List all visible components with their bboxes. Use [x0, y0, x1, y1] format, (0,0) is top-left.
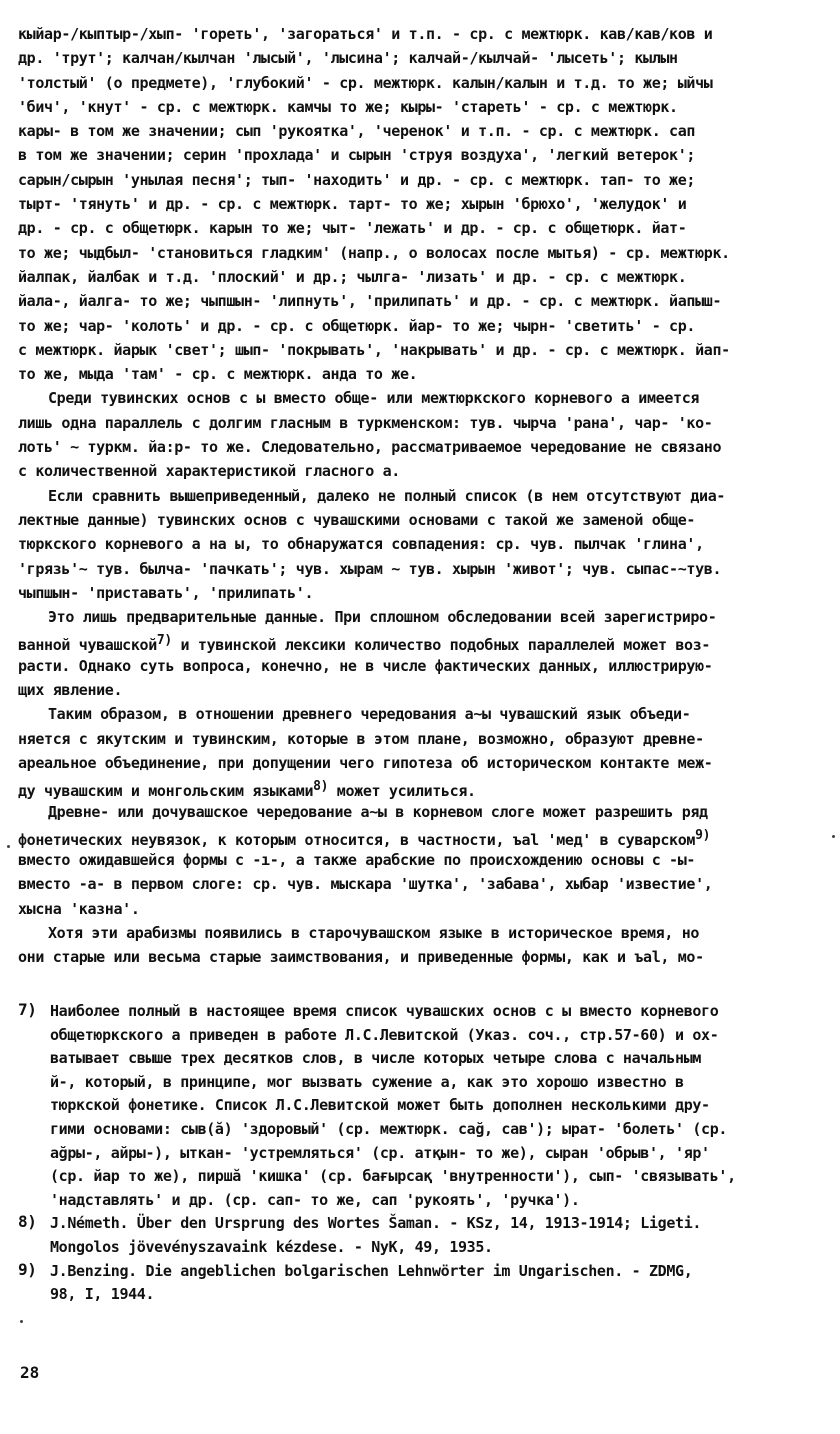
page-number: 28 [20, 1363, 40, 1382]
footnote-number: 9) [18, 1259, 37, 1279]
footnote-line: 'надставлять' и др. (ср. сап- то же, сап 'рукоять', 'ручка'). [50, 1190, 580, 1209]
text-line: вместо ожидавшейся формы с -ı-, а также арабские по происхождению основы с -ы- [18, 851, 696, 870]
footnote-ref: 8) [313, 779, 329, 795]
text-line: йалпак, йалбак и т.д. 'плоский' и др.; чылга- 'лизать' и др. - ср. с межтюрк. [18, 267, 687, 286]
footnote-line: (ср. йар то же), пиршă 'кишка' (ср. бағырсақ 'внутренности'), сып- 'связывать', [50, 1167, 736, 1186]
main-text-body [18, 22, 826, 970]
footnotes-block [18, 1000, 826, 1307]
footnote-ref: 9) [695, 827, 711, 843]
text-line: с межтюрк. йарык 'свет'; шып- 'покрывать', 'накрывать' и др. - ср. с межтюрк. йап- [18, 340, 730, 359]
footnote-number: 8) [18, 1212, 37, 1232]
text-line: Древне- или дочувашское чередование а~ы в корневом слоге может разрешить ряд [48, 802, 708, 821]
footnote-line: J.Benzing. Die angeblichen bolgarischen Lehnwörter im Ungarischen. - ZDMG, [50, 1261, 693, 1280]
text-line: няется с якутским и тувинским, которые в этом плане, возможно, образуют древне- [18, 729, 704, 748]
text-line: Среди тувинских основ с ы вместо обще- или межтюркского корневого а имеется [48, 389, 700, 408]
scan-speck [832, 835, 835, 838]
footnote-line: Mongolos jövevényszavaink kézdese. - NyK, 49, 1935. [50, 1237, 493, 1256]
text-line: ду чувашским и монгольским языками8) может усилиться. [18, 779, 476, 800]
text-line: Если сравнить вышеприведенный, далеко не полный список (в нем отсутствуют диа- [48, 486, 726, 505]
footnote-line: тюркской фонетике. Список Л.С.Левитской может быть дополнен несколькими дру- [50, 1096, 710, 1115]
text-line: в том же значении; серин 'прохлада' и сырын 'струя воздуха', 'легкий ветерок'; [18, 146, 696, 165]
text-line: др. 'трут'; калчан/кылчан 'лысый', 'лысина'; калчай-/кылчай- 'лысеть'; кылын [18, 49, 678, 68]
text-line: фонетических неувязок, к которым относится, в частности, ъal 'мед' в суварском9) [18, 827, 711, 849]
text-line: лишь одна параллель с долгим гласным в туркменском: тув. чырча 'рана', чар- 'ко- [18, 413, 713, 432]
text-line: чыпшын- 'приставать', 'прилипать'. [18, 583, 314, 602]
text-line: 'грязь'~ тув. былча- 'пачкать'; чув. хырам ~ тув. хырын 'живот'; чув. сыпас-~тув. [18, 559, 722, 578]
text-line: др. - ср. с общетюрк. карын то же; чыт- 'лежать' и др. - ср. с общетюрк. йат- [18, 219, 687, 238]
text-line: тырт- 'тянуть' и др. - ср. с межтюрк. тарт- то же; хырын 'брюхо', 'желудок' и [18, 195, 687, 214]
footnote-line: гими основами: сыв(ă) 'здоровый' (ср. межтюрк. сağ, сав'); ырат- 'болеть' (ср. [50, 1119, 728, 1138]
text-line: то же; чыдбыл- 'становиться гладким' (напр., о волосах после мытья) - ср. межтюрк. [18, 243, 730, 262]
text-line: с количественной характеристикой гласного а. [18, 462, 400, 481]
footnote-line: J.Németh. Über den Ursprung des Wortes Šaman. - KSz, 14, 1913-1914; Ligeti. [50, 1214, 702, 1233]
text-line: лектные данные) тувинских основ с чувашскими основами с такой же заменой обще- [18, 510, 696, 529]
text-line: Хотя эти арабизмы появились в старочувашском языке в историческое время, но [48, 923, 700, 942]
text-line: ванной чувашской7) и тувинской лексики количество подобных параллелей может воз- [18, 633, 711, 654]
text-line: Таким образом, в отношении древнего чередования а~ы чувашский язык объеди- [48, 705, 691, 724]
footnote-line: ватывает свыше трех десятков слов, в числе которых четыре слова с начальным [50, 1049, 702, 1068]
text-line: лоть' ~ туркм. йа:р- то же. Следовательно, рассматриваемое чередование не связано [18, 438, 722, 457]
footnote-line: ağры-, aйры-), ыткан- 'устремляться' (ср. атқын- то же), сыран 'обрыв', 'яр' [50, 1143, 710, 1162]
footnote-line: Наиболее полный в настоящее время список чувашских основ с ы вместо корневого [50, 1002, 719, 1020]
text-line: расти. Однако суть вопроса, конечно, не в числе фактических данных, иллюстрирую- [18, 656, 713, 675]
text-line: Это лишь предварительные данные. При сплошном обследовании всей зарегистриро- [48, 608, 717, 627]
scan-speck [7, 845, 10, 848]
footnote-line: 98, I, 1944. [50, 1285, 155, 1304]
text-line: кары- в том же значении; сып 'рукоятка', 'черенок' и т.п. - ср. с межтюрк. сап [18, 122, 696, 141]
text-line: то же; чар- 'колоть' и др. - ср. с общетюрк. йар- то же; чырн- 'светить' - ср. [18, 316, 696, 335]
footnote-ref: 7) [156, 633, 172, 649]
text-line: 'толстый' (о предмете), 'глубокий' - ср. межтюрк. калын/калын и т.д. то же; ыйчы [18, 73, 713, 92]
text-line: щих явление. [18, 681, 123, 700]
text-line: йала-, йалга- то же; чыпшын- 'липнуть', 'прилипать' и др. - ср. с межтюрк. йапыш- [18, 292, 722, 311]
text-line: они старые или весьма старые заимствования, и приведенные формы, как и ъal, мо- [18, 948, 704, 967]
text-line: сарын/сырын 'унылая песня'; тып- 'находить' и др. - ср. с межтюрк. тап- то же; [18, 170, 696, 189]
footnote-number: 7) [18, 1000, 37, 1019]
text-line: вместо -а- в первом слоге: ср. чув. мыскара 'шутка', 'забава', хыбар 'известие', [18, 875, 713, 894]
text-line: то же, мыда 'там' - ср. с межтюрк. анда то же. [18, 365, 418, 384]
footnote-line: общетюркского а приведен в работе Л.С.Левитской (Указ. соч., стр.57-60) и ох- [50, 1025, 719, 1044]
text-line: тюркского корневого а на ы, то обнаружатся совпадения: ср. чув. пылчак 'глина', [18, 535, 704, 554]
text-line: ареальное объединение, при допущении чего гипотеза об историческом контакте меж- [18, 753, 713, 772]
footnote-line: й-, который, в принципе, мог вызвать сужение а, как это хорошо известно в [50, 1072, 684, 1091]
text-line: хысна 'казна'. [18, 899, 140, 918]
scan-speck [20, 1320, 23, 1323]
text-line: кыйар-/кыптыр-/хып- 'гореть', 'загораться' и т.п. - ср. с межтюрк. кав/кав/ков и [18, 25, 713, 43]
text-line: 'бич', 'кнут' - ср. с межтюрк. камчы то же; кыры- 'стареть' - ср. с межтюрк. [18, 97, 678, 116]
